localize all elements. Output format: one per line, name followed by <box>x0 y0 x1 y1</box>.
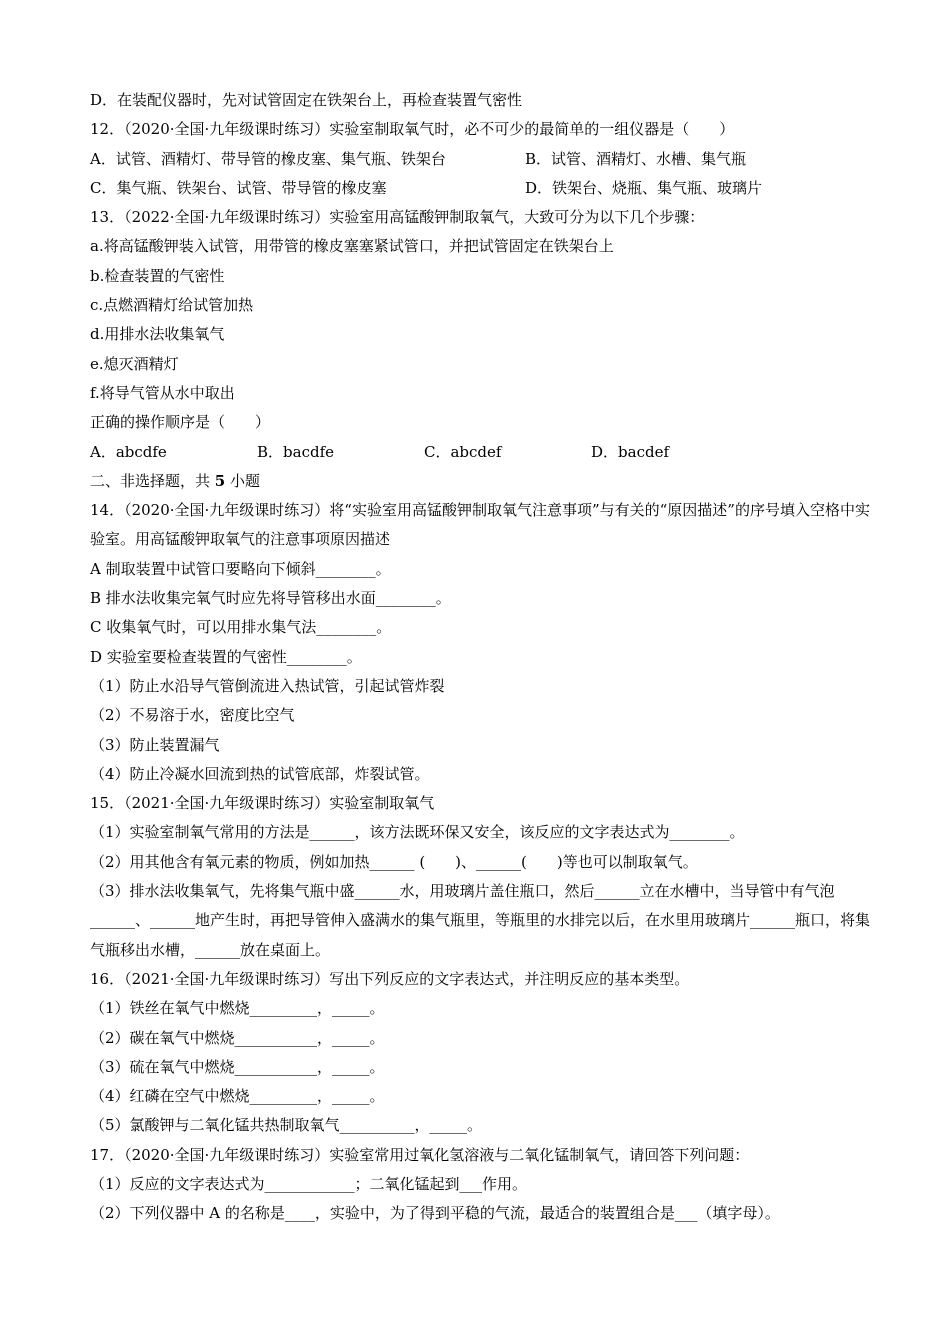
q13-step-b: b.检查装置的气密性 <box>90 266 225 285</box>
q13-step-f: f.将导气管从水中取出 <box>90 383 235 402</box>
q12-options-row-2 <box>90 174 870 203</box>
q15-part-1: （1）实验室制氧气常用的方法是______，该方法既环保又安全，该反应的文字表达式为________。 <box>90 823 745 842</box>
q12-option-d: D．铁架台、烧瓶、集气瓶、玻璃片 <box>525 178 763 197</box>
q17-part-2: （2）下列仪器中 A 的名称是____，实验中，为了得到平稳的气流，最适合的装置组合是___（填字母）。 <box>90 1204 780 1223</box>
q12-stem: 12．（2020·全国·九年级课时练习）实验室制取氧气时，必不可少的最简单的一组仪器是（ ） <box>90 120 735 139</box>
q13-question: 正确的操作顺序是（ ） <box>90 413 271 432</box>
q15-stem: 15．（2021·全国·九年级课时练习）实验室制取氧气 <box>90 794 435 813</box>
section-suffix: 小题 <box>225 471 260 490</box>
q14-reason: （4）防止冷凝水回流到热的试管底部，炸裂试管。 <box>90 764 430 783</box>
q14-item: C 收集氧气时，可以用排水集气法________。 <box>90 618 392 637</box>
q14-reason: （2）不易溶于水，密度比空气 <box>90 706 295 725</box>
q12-option-a: A．试管、酒精灯、带导管的橡皮塞、集气瓶、铁架台 <box>90 149 446 168</box>
q13-option-a: A．abcdfe <box>90 442 167 461</box>
q13-option-d: D．bacdef <box>591 442 670 461</box>
q13-stem: 13．（2022·全国·九年级课时练习）实验室用高锰酸钾制取氧气，大致可分为以下几个步骤： <box>90 208 705 227</box>
q16-item: （1）铁丝在氧气中燃烧_________，_____。 <box>90 999 385 1018</box>
q15-part-2: （2）用其他含有氧元素的物质，例如加热______ ( )、______( )等也可以制取氧气。 <box>90 852 698 871</box>
q17-stem: 17．（2020·全国·九年级课时练习）实验室常用过氧化氢溶液与二氧化锰制氧气，请回答下列问题： <box>90 1145 750 1164</box>
q16-item: （5）氯酸钾与二氧化锰共热制取氧气__________，_____。 <box>90 1116 483 1135</box>
section-prefix: 二、非选择题，共 <box>90 471 215 490</box>
q12-option-c: C．集气瓶、铁架台、试管、带导管的橡皮塞 <box>90 178 387 197</box>
q12-options-row-1 <box>90 145 870 174</box>
q12-option-b: B．试管、酒精灯、水槽、集气瓶 <box>525 149 747 168</box>
q13-step-c: c.点燃酒精灯给试管加热 <box>90 296 254 315</box>
q14-stem: 14．（2020·全国·九年级课时练习）将“实验室用高锰酸钾制取氧气注意事项”与有关的“原因描述”的序号填入空格中实验室。用高锰酸钾取氧气的注意事项原因描述 <box>90 501 870 549</box>
q16-item: （2）碳在氧气中燃烧___________，_____。 <box>90 1028 385 1047</box>
q15-part-3: （3）排水法收集氧气，先将集气瓶中盛______水，用玻璃片盖住瓶口，然后______立在水槽中，当导管中有气泡______、______地产生时，再把导管伸入盛满水的集气瓶里，等瓶里的水排完以后，在水里用玻璃片______瓶口，将集气瓶移出水槽，______放在桌面上。 <box>90 882 871 959</box>
q17-part-1: （1）反应的文字表达式为____________；二氧化锰起到___作用。 <box>90 1174 528 1193</box>
q13-step-e: e.熄灭酒精灯 <box>90 354 179 373</box>
q16-stem: 16．（2021·全国·九年级课时练习）写出下列反应的文字表达式，并注明反应的基本类型。 <box>90 969 690 988</box>
q14-reason: （3）防止装置漏气 <box>90 735 220 754</box>
q14-item: A 制取装置中试管口要略向下倾斜________。 <box>90 559 391 578</box>
section-count: 5 <box>214 471 226 490</box>
q14-item: D 实验室要检查装置的气密性________。 <box>90 647 362 666</box>
q13-step-a: a.将高锰酸钾装入试管，用带管的橡皮塞塞紧试管口，并把试管固定在铁架台上 <box>90 237 614 256</box>
section-heading <box>90 467 870 496</box>
worksheet-page <box>90 86 870 1229</box>
q13-options <box>90 438 870 467</box>
q16-item: （3）硫在氧气中燃烧___________，_____。 <box>90 1057 385 1076</box>
q11-option-d: D．在装配仪器时，先对试管固定在铁架台上，再检查装置气密性 <box>90 91 523 109</box>
q14-reason: （1）防止水沿导气管倒流进入热试管，引起试管炸裂 <box>90 676 445 695</box>
q13-option-c: C．abcdef <box>424 442 502 461</box>
q14-item: B 排水法收集完氧气时应先将导管移出水面________。 <box>90 589 451 608</box>
q13-option-b: B．bacdfe <box>257 442 334 461</box>
q16-item: （4）红磷在空气中燃烧_________，_____。 <box>90 1087 385 1106</box>
q13-step-d: d.用排水法收集氧气 <box>90 325 225 344</box>
